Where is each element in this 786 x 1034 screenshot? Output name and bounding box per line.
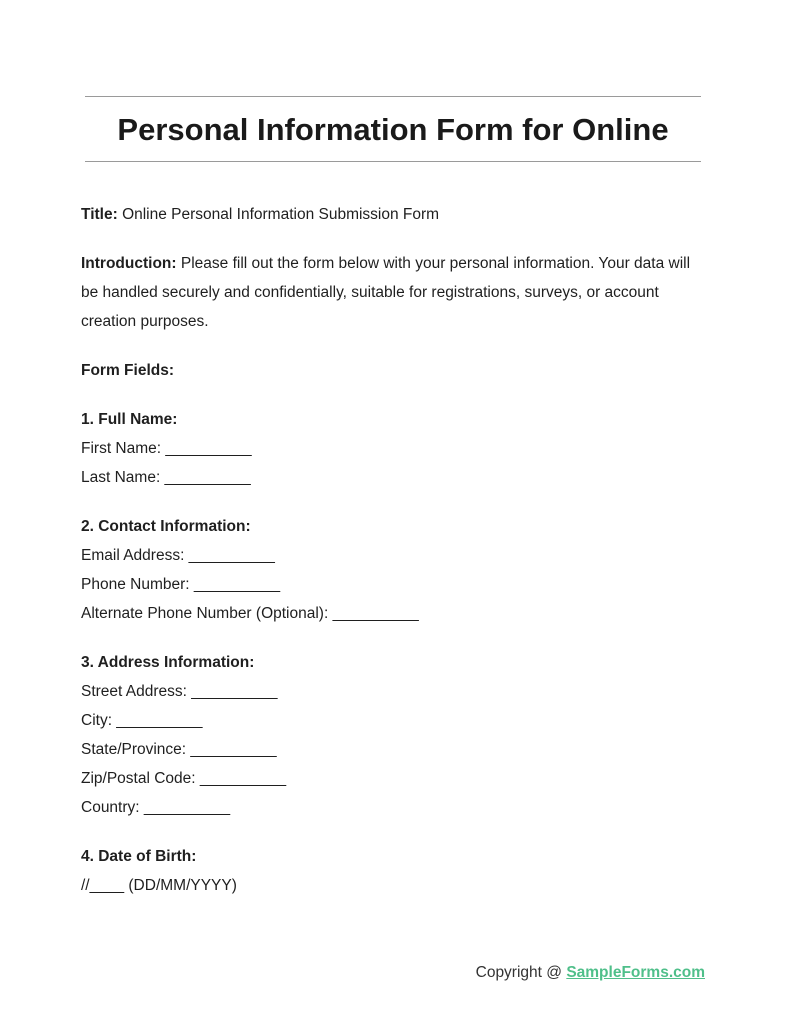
section-heading: 1. Full Name: [81, 411, 178, 428]
street-address-field: Street Address: __________ [81, 683, 278, 700]
section-full-name [81, 405, 707, 492]
city-field: City: __________ [81, 712, 203, 729]
section-heading: 4. Date of Birth: [81, 848, 197, 865]
title-value: Online Personal Information Submission Form [122, 206, 440, 223]
state-province-field: State/Province: __________ [81, 741, 277, 758]
date-of-birth-field: //____ (DD/MM/YYYY) [81, 877, 237, 894]
form-fields-label: Form Fields: [81, 362, 175, 379]
document-body [81, 200, 707, 920]
section-date-of-birth [81, 842, 707, 900]
section-heading: 2. Contact Information: [81, 518, 251, 535]
top-divider [85, 96, 701, 97]
intro-text: Please fill out the form below with your personal information. Your data will be handled securely and confidentially, suitable for registrations, surveys, or account creation purposes. [81, 255, 691, 330]
page-title: Personal Information Form for Online [117, 112, 669, 147]
title-label: Title: [81, 206, 118, 223]
brand-link[interactable]: SampleForms.com [566, 964, 705, 981]
first-name-field: First Name: __________ [81, 440, 252, 457]
last-name-field: Last Name: __________ [81, 469, 251, 486]
title-line [81, 200, 707, 229]
section-address-information [81, 648, 707, 822]
introduction [81, 249, 707, 336]
intro-label: Introduction: [81, 255, 177, 272]
country-field: Country: __________ [81, 799, 231, 816]
email-field: Email Address: __________ [81, 547, 275, 564]
alternate-phone-field: Alternate Phone Number (Optional): __________ [81, 605, 419, 622]
bottom-divider [85, 161, 701, 162]
zip-postal-code-field: Zip/Postal Code: __________ [81, 770, 287, 787]
copyright [476, 964, 705, 982]
copyright-prefix: Copyright @ [475, 964, 567, 981]
phone-field: Phone Number: __________ [81, 576, 281, 593]
section-heading: 3. Address Information: [81, 654, 255, 671]
section-contact-information [81, 512, 707, 628]
